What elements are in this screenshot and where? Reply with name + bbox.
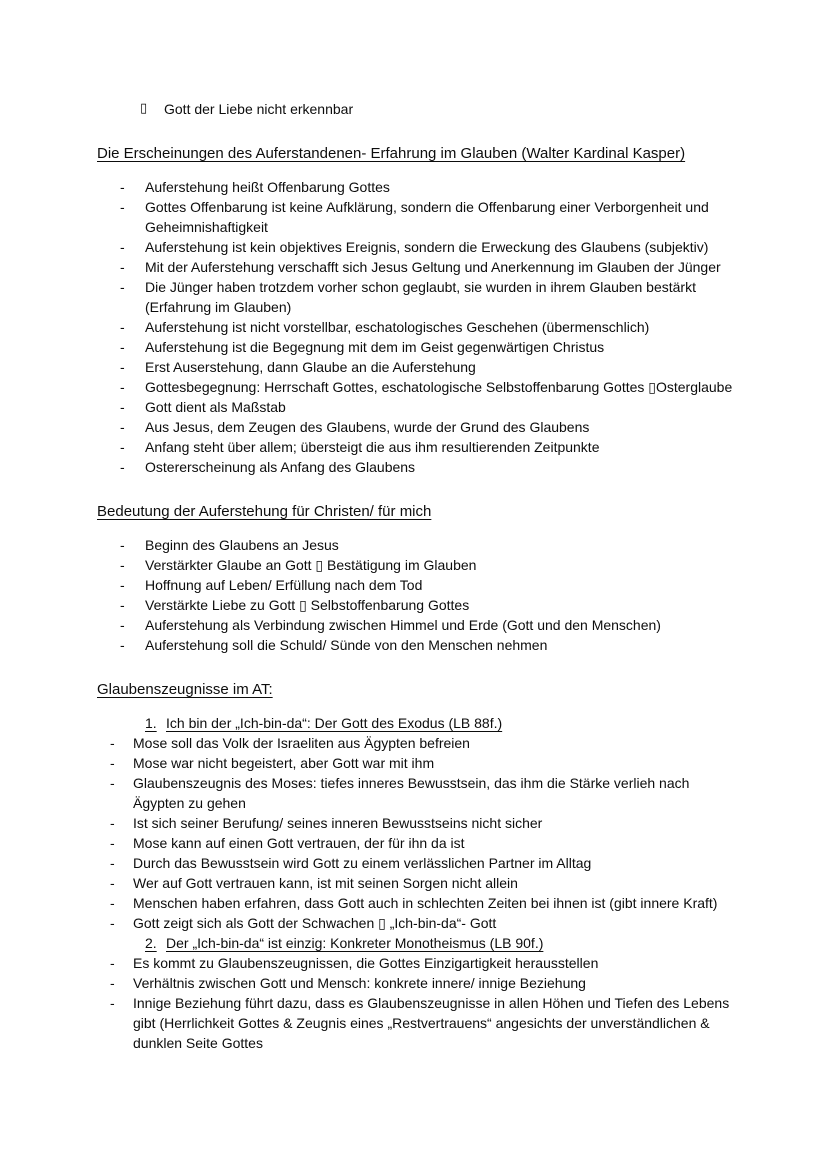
item-text: Ich bin der „Ich-bin-da“: Der Gott des Exodus (LB 88f.) [166, 715, 503, 731]
item-text: Verhältnis zwischen Gott und Mensch: konkrete innere/ innige Beziehung [133, 975, 586, 991]
item-text: Verstärkter Glaube an Gott ▯ Bestätigung im Glauben [145, 557, 477, 573]
item-text: Gottesbegegnung: Herrschaft Gottes, eschatologische Selbstoffenbarung Gottes ▯Osterglaube [145, 379, 733, 395]
bullet-list [120, 535, 736, 655]
list-item [120, 357, 736, 377]
item-text: Auferstehung ist die Begegnung mit dem im Geist gegenwärtigen Christus [145, 339, 605, 355]
item-text: Innige Beziehung führt dazu, dass es Glaubenszeugnisse in allen Höhen und Tiefen des Lebens gibt (Herrlichkeit Gottes & Zeugnis eines „Restvertrauens“ angesichts der unverständlichen & dunklen Seite Gottes [133, 995, 730, 1051]
dash-bullet: - [120, 259, 125, 275]
item-text: Es kommt zu Glaubenszeugnissen, die Gottes Einzigartigkeit herausstellen [133, 955, 599, 971]
item-text: Ostererscheinung als Anfang des Glaubens [145, 459, 416, 475]
item-text: Auferstehung soll die Schuld/ Sünde von den Menschen nehmen [145, 637, 548, 653]
missing-glyph-box-icon: ▯ [140, 101, 148, 116]
dash-bullet: - [120, 339, 125, 355]
list-item [110, 733, 736, 753]
dash-bullet: - [120, 557, 125, 573]
dash-bullet: - [120, 379, 125, 395]
bullet-list [110, 713, 736, 1053]
dash-bullet: - [120, 239, 125, 255]
list-item [120, 237, 736, 257]
dash-bullet: - [120, 577, 125, 593]
item-text: Auferstehung ist nicht vorstellbar, eschatologisches Geschehen (übermenschlich) [145, 319, 650, 335]
dash-bullet: - [110, 995, 115, 1011]
dash-bullet: - [120, 179, 125, 195]
item-text: Verstärkte Liebe zu Gott ▯ Selbstoffenbarung Gottes [145, 597, 470, 613]
list-item [120, 437, 736, 457]
item-text: Anfang steht über allem; übersteigt die aus ihm resultierenden Zeitpunkte [145, 439, 600, 455]
list-item [120, 615, 736, 635]
dash-bullet: - [110, 875, 115, 891]
item-number: 2. [145, 935, 157, 951]
dash-bullet: - [110, 735, 115, 751]
dash-bullet: - [120, 597, 125, 613]
list-item [110, 893, 736, 913]
list-item [120, 417, 736, 437]
item-text: Ist sich seiner Berufung/ seines inneren Bewusstseins nicht sicher [133, 815, 543, 831]
item-text: Wer auf Gott vertrauen kann, ist mit seinen Sorgen nicht allein [133, 875, 518, 891]
item-text: Gott zeigt sich als Gott der Schwachen ▯ „Ich-bin-da“- Gott [133, 915, 497, 931]
item-text: Der „Ich-bin-da“ ist einzig: Konkreter Monotheismus (LB 90f.) [166, 935, 544, 951]
list-item [110, 833, 736, 853]
item-text: Mose war nicht begeistert, aber Gott war mit ihm [133, 755, 435, 771]
dash-bullet: - [110, 895, 115, 911]
section-heading: Bedeutung der Auferstehung für Christen/ für mich [97, 503, 432, 520]
dash-bullet: - [120, 419, 125, 435]
list-item [120, 377, 736, 397]
dash-bullet: - [120, 637, 125, 653]
dash-bullet: - [110, 775, 115, 791]
list-item [110, 853, 736, 873]
dash-bullet: - [120, 319, 125, 335]
list-item [110, 913, 736, 933]
list-item [120, 555, 736, 575]
dash-bullet: - [120, 617, 125, 633]
list-item [110, 773, 736, 813]
section-heading: Die Erscheinungen des Auferstandenen- Erfahrung im Glauben (Walter Kardinal Kasper) [97, 145, 686, 162]
intro-item-text: Gott der Liebe nicht erkennbar [164, 101, 354, 117]
list-item [110, 873, 736, 893]
list-item [120, 535, 736, 555]
list-item [120, 337, 736, 357]
list-item [120, 317, 736, 337]
item-text: Auferstehung als Verbindung zwischen Himmel und Erde (Gott und den Menschen) [145, 617, 661, 633]
item-text: Gott dient als Maßstab [145, 399, 286, 415]
dash-bullet: - [110, 915, 115, 931]
list-item [110, 953, 736, 973]
dash-bullet: - [120, 439, 125, 455]
list-item [110, 753, 736, 773]
list-item [120, 595, 736, 615]
dash-bullet: - [110, 955, 115, 971]
item-text: Durch das Bewusstsein wird Gott zu einem verlässlichen Partner im Alltag [133, 855, 592, 871]
item-text: Auferstehung ist kein objektives Ereignis, sondern die Erweckung des Glaubens (subjektiv) [145, 239, 709, 255]
dash-bullet: - [110, 755, 115, 771]
list-item [120, 457, 736, 477]
document-section [97, 680, 736, 1053]
item-text: Glaubenszeugnis des Moses: tiefes inneres Bewusstsein, das ihm die Stärke verlieh nach Ägypten zu gehen [133, 775, 690, 811]
item-text: Die Jünger haben trotzdem vorher schon geglaubt, sie wurden in ihrem Glauben bestärkt (Erfahrung im Glauben) [145, 279, 696, 315]
dash-bullet: - [120, 279, 125, 295]
list-item [120, 197, 736, 237]
numbered-item [145, 933, 736, 953]
dash-bullet: - [120, 399, 125, 415]
list-item [120, 257, 736, 277]
list-item [110, 973, 736, 993]
list-item [110, 813, 736, 833]
list-item [120, 635, 736, 655]
item-text: Auferstehung heißt Offenbarung Gottes [145, 179, 390, 195]
list-item [120, 397, 736, 417]
document-sections [97, 144, 736, 1053]
list-item [120, 575, 736, 595]
dash-bullet: - [120, 359, 125, 375]
item-text: Erst Auserstehung, dann Glaube an die Auferstehung [145, 359, 476, 375]
document-section [97, 144, 736, 477]
item-text: Gottes Offenbarung ist keine Aufklärung, sondern die Offenbarung einer Verborgenheit und Geheimnishaftigkeit [145, 199, 709, 235]
dash-bullet: - [110, 855, 115, 871]
item-text: Aus Jesus, dem Zeugen des Glaubens, wurde der Grund des Glaubens [145, 419, 590, 435]
bullet-list [120, 177, 736, 477]
list-item [120, 277, 736, 317]
document-section [97, 502, 736, 655]
dash-bullet: - [110, 835, 115, 851]
item-text: Mose kann auf einen Gott vertrauen, der für ihn da ist [133, 835, 465, 851]
item-number: 1. [145, 715, 157, 731]
numbered-item [145, 713, 736, 733]
dash-bullet: - [110, 815, 115, 831]
item-text: Hoffnung auf Leben/ Erfüllung nach dem Tod [145, 577, 423, 593]
list-item [120, 177, 736, 197]
item-text: Beginn des Glaubens an Jesus [145, 537, 339, 553]
intro-list-item [140, 99, 736, 119]
dash-bullet: - [120, 459, 125, 475]
dash-bullet: - [120, 537, 125, 553]
item-text: Menschen haben erfahren, dass Gott auch in schlechten Zeiten bei ihnen ist (gibt innere Kraft) [133, 895, 718, 911]
section-heading: Glaubenszeugnisse im AT: [97, 681, 273, 698]
item-text: Mose soll das Volk der Israeliten aus Ägypten befreien [133, 735, 470, 751]
dash-bullet: - [110, 975, 115, 991]
list-item [110, 993, 736, 1053]
item-text: Mit der Auferstehung verschafft sich Jesus Geltung und Anerkennung im Glauben der Jünger [145, 259, 721, 275]
dash-bullet: - [120, 199, 125, 215]
